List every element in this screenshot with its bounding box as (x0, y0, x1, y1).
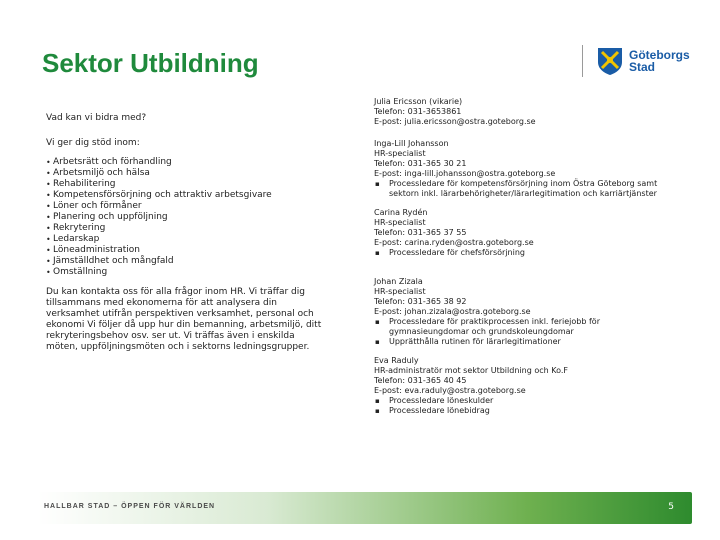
contact-email[interactable]: E-post: eva.raduly@ostra.goteborg.se (374, 386, 526, 395)
contact-role: HR-specialist (374, 287, 426, 296)
closing-paragraph: Du kan kontakta oss för alla frågor inom HR. Vi träffar dig tillsammans med ekonomerna för att analysera din verksamhet utifrån perspektiven verksamhet, personal och ekonomi Vi följer då upp hur din bemanning, arbetsmiljö, ditt rekryteringsbehov osv. ser ut. Vi träffas även i enskilda möten, uppföljningsmöten och i sektorns ledningsgrupper. (46, 287, 322, 352)
logo-text-line-1: Göteborgs (629, 48, 690, 62)
intro-text: Vi ger dig stöd inom: (46, 138, 140, 148)
contact-carina-ryden (374, 208, 674, 258)
contact-eva-raduly (374, 356, 674, 416)
city-crest-icon (596, 46, 624, 76)
left-column (46, 113, 326, 353)
page-number: 5 (668, 502, 674, 512)
list-item: • Rekrytering (46, 223, 326, 234)
list-item: • Arbetsmiljö och hälsa (46, 168, 326, 179)
list-item: • Planering och uppföljning (46, 212, 326, 223)
contact-name: Carina Rydén (374, 208, 428, 217)
contact-phone: Telefon: 031-365 37 55 (374, 228, 467, 237)
list-item: ▪ Processledare för chefsförsörjning (374, 248, 674, 258)
footer-slogan: HALLBAR STAD – ÖPPEN FÖR VÄRLDEN (44, 503, 216, 510)
list-item: ▪ Upprätthålla rutinen för lärarlegitimationer (374, 337, 674, 347)
task-list (374, 179, 674, 199)
contact-inga-lill-johansson (374, 139, 674, 199)
page-title: Sektor Utbildning (42, 48, 259, 78)
question-heading: Vad kan vi bidra med? (46, 113, 147, 123)
logo-divider (582, 45, 583, 77)
list-item: ▪ Processledare för praktikprocessen inkl. feriejobb för gymnasieungdomar och grundskoleungdomar (374, 317, 674, 337)
contact-name: Inga-Lill Johansson (374, 139, 449, 148)
contact-email[interactable]: E-post: julia.ericsson@ostra.goteborg.se (374, 117, 536, 126)
contact-phone: Telefon: 031-3653861 (374, 107, 462, 116)
list-item: • Arbetsrätt och förhandling (46, 157, 326, 168)
footer-bar (38, 492, 692, 524)
contact-role: HR-specialist (374, 149, 426, 158)
contact-name: Julia Ericsson (vikarie) (374, 97, 463, 106)
contact-email[interactable]: E-post: johan.zizala@ostra.goteborg.se (374, 307, 531, 316)
goteborgs-stad-logo (596, 46, 690, 76)
contact-role: HR-specialist (374, 218, 426, 227)
list-item: ▪ Processledare lönebidrag (374, 406, 674, 416)
list-item: • Rehabilitering (46, 179, 326, 190)
contact-johan-zizala (374, 277, 674, 347)
contact-julia-ericsson (374, 97, 674, 127)
contact-name: Johan Zizala (374, 277, 423, 286)
contact-phone: Telefon: 031-365 40 45 (374, 376, 467, 385)
contact-email[interactable]: E-post: inga-lill.johansson@ostra.goteborg.se (374, 169, 556, 178)
contact-email[interactable]: E-post: carina.ryden@ostra.goteborg.se (374, 238, 534, 247)
task-list (374, 317, 674, 347)
list-item: • Löner och förmåner (46, 201, 326, 212)
list-item: • Kompetensförsörjning och attraktiv arbetsgivare (46, 190, 326, 201)
list-item: ▪ Processledare för kompetensförsörjning inom Östra Göteborg samt sektorn inkl. lärarbehörigheter/lärarlegitimation och karriärtjänster (374, 179, 674, 199)
list-item: • Jämställdhet och mångfald (46, 256, 326, 267)
services-list (46, 157, 326, 278)
contact-role: HR-administratör mot sektor Utbildning och Ko.F (374, 366, 568, 375)
list-item: • Omställning (46, 267, 326, 278)
task-list (374, 396, 674, 416)
list-item: • Ledarskap (46, 234, 326, 245)
contact-phone: Telefon: 031-365 38 92 (374, 297, 467, 306)
task-list (374, 248, 674, 258)
contact-phone: Telefon: 031-365 30 21 (374, 159, 467, 168)
contacts-column (374, 97, 674, 427)
list-item: ▪ Processledare löneskulder (374, 396, 674, 406)
contact-name: Eva Raduly (374, 356, 419, 365)
logo-text-line-2: Stad (629, 60, 656, 74)
list-item: • Löneadministration (46, 245, 326, 256)
